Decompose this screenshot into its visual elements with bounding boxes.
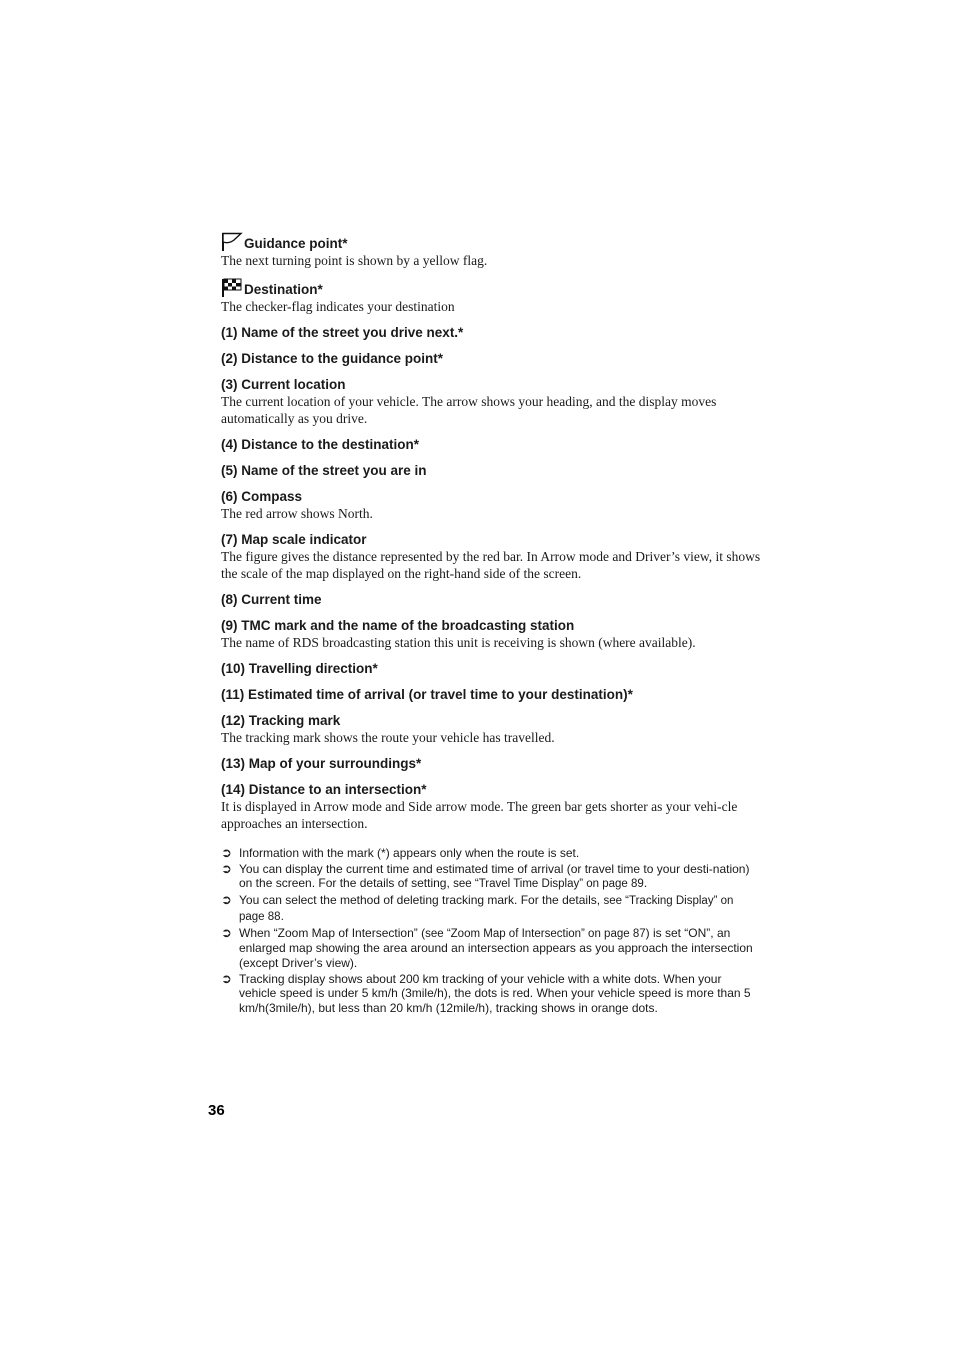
section-heading bbox=[221, 232, 761, 252]
section-text: The red arrow shows North. bbox=[221, 506, 373, 521]
section-title: Destination* bbox=[244, 282, 323, 297]
section-text: The name of RDS broadcasting station this unit is receiving is shown (where available). bbox=[221, 635, 696, 650]
section-2 bbox=[221, 350, 761, 367]
checker-flag-icon bbox=[221, 278, 243, 298]
note-arrow-icon: ➲ bbox=[221, 892, 232, 908]
section-title: (5) Name of the street you are in bbox=[221, 463, 427, 478]
section-text: The current location of your vehicle. The arrow shows your heading, and the display moves automatically as you drive. bbox=[221, 394, 717, 426]
section-1 bbox=[221, 324, 761, 341]
note-text: Tracking display shows about 200 km tracking of your vehicle with a white dots. When your vehicle speed is under 5 km/h (3mile/h), the dots is red. When your vehicle speed is more than 5 km/h(3mile/h), but less than 20 km/h (12mile/h), tracking shows in orange dots. bbox=[239, 971, 751, 1016]
section-title: (3) Current location bbox=[221, 377, 346, 392]
section-title: (13) Map of your surroundings* bbox=[221, 756, 422, 771]
section-title: (6) Compass bbox=[221, 489, 303, 504]
section-5 bbox=[221, 462, 761, 479]
section-14 bbox=[221, 781, 761, 832]
section-10 bbox=[221, 660, 761, 677]
section-7 bbox=[221, 531, 761, 582]
section-title: Guidance point* bbox=[244, 236, 348, 251]
section-13 bbox=[221, 755, 761, 772]
section-text: The figure gives the distance represented by the red bar. In Arrow mode and Driver’s view, it shows the scale of the map displayed on the right-hand side of the screen. bbox=[221, 549, 761, 581]
section-destination bbox=[221, 278, 761, 315]
notes-list bbox=[221, 846, 761, 1016]
flag-icon bbox=[221, 232, 243, 252]
section-8 bbox=[221, 591, 761, 608]
cross-reference-link[interactable]: see “Zoom Map of Intersection” on page 87 bbox=[425, 927, 646, 940]
section-title: (10) Travelling direction* bbox=[221, 661, 378, 676]
note-item bbox=[221, 893, 761, 924]
note-arrow-icon: ➲ bbox=[221, 924, 232, 940]
section-heading bbox=[221, 278, 761, 298]
page-number: 36 bbox=[208, 1102, 225, 1119]
section-title: (11) Estimated time of arrival (or travel time to your destination)* bbox=[221, 687, 633, 702]
section-3 bbox=[221, 376, 761, 427]
note-item bbox=[221, 972, 761, 1016]
section-title: (14) Distance to an intersection* bbox=[221, 782, 427, 797]
section-4 bbox=[221, 436, 761, 453]
section-text: The next turning point is shown by a yellow flag. bbox=[221, 253, 488, 268]
note-text: You can select the method of deleting tracking mark. For the details, see “Tracking Display” on page 88. bbox=[239, 893, 734, 923]
section-6 bbox=[221, 488, 761, 522]
note-text: When “Zoom Map of Intersection” (see “Zoom Map of Intersection” on page 87) is set “ON”, an enlarged map showing the area around an intersection appears as you approach the intersection (except Driver’s view). bbox=[239, 925, 753, 970]
section-title: (9) TMC mark and the name of the broadcasting station bbox=[221, 618, 575, 633]
section-11 bbox=[221, 686, 761, 703]
note-item bbox=[221, 846, 761, 861]
section-title: (4) Distance to the destination* bbox=[221, 437, 420, 452]
section-title: (12) Tracking mark bbox=[221, 713, 341, 728]
section-text: The checker-flag indicates your destination bbox=[221, 299, 455, 314]
section-text: The tracking mark shows the route your vehicle has travelled. bbox=[221, 730, 555, 745]
section-12 bbox=[221, 712, 761, 746]
section-text: It is displayed in Arrow mode and Side arrow mode. The green bar gets shorter as your vehi-cle approaches an intersection. bbox=[221, 799, 738, 831]
manual-page bbox=[221, 232, 761, 1017]
section-guidance-point bbox=[221, 232, 761, 269]
note-item bbox=[221, 926, 761, 971]
note-arrow-icon: ➲ bbox=[221, 845, 232, 860]
section-9 bbox=[221, 617, 761, 651]
note-text: Information with the mark (*) appears only when the route is set. bbox=[239, 846, 580, 860]
note-item bbox=[221, 862, 761, 892]
note-arrow-icon: ➲ bbox=[221, 860, 232, 876]
cross-reference-link[interactable]: see “Tracking Display” on page 88 bbox=[239, 895, 734, 923]
note-text: You can display the current time and estimated time of arrival (or travel time to your desti-nation) on the screen. For the details of setting, see “Travel Time Display” on page 89. bbox=[239, 861, 750, 891]
section-title: (2) Distance to the guidance point* bbox=[221, 351, 444, 366]
section-title: (7) Map scale indicator bbox=[221, 532, 367, 547]
note-arrow-icon: ➲ bbox=[221, 970, 232, 986]
section-title: (8) Current time bbox=[221, 592, 322, 607]
section-title: (1) Name of the street you drive next.* bbox=[221, 325, 464, 340]
cross-reference-link[interactable]: see “Travel Time Display” on page 89 bbox=[453, 878, 644, 891]
